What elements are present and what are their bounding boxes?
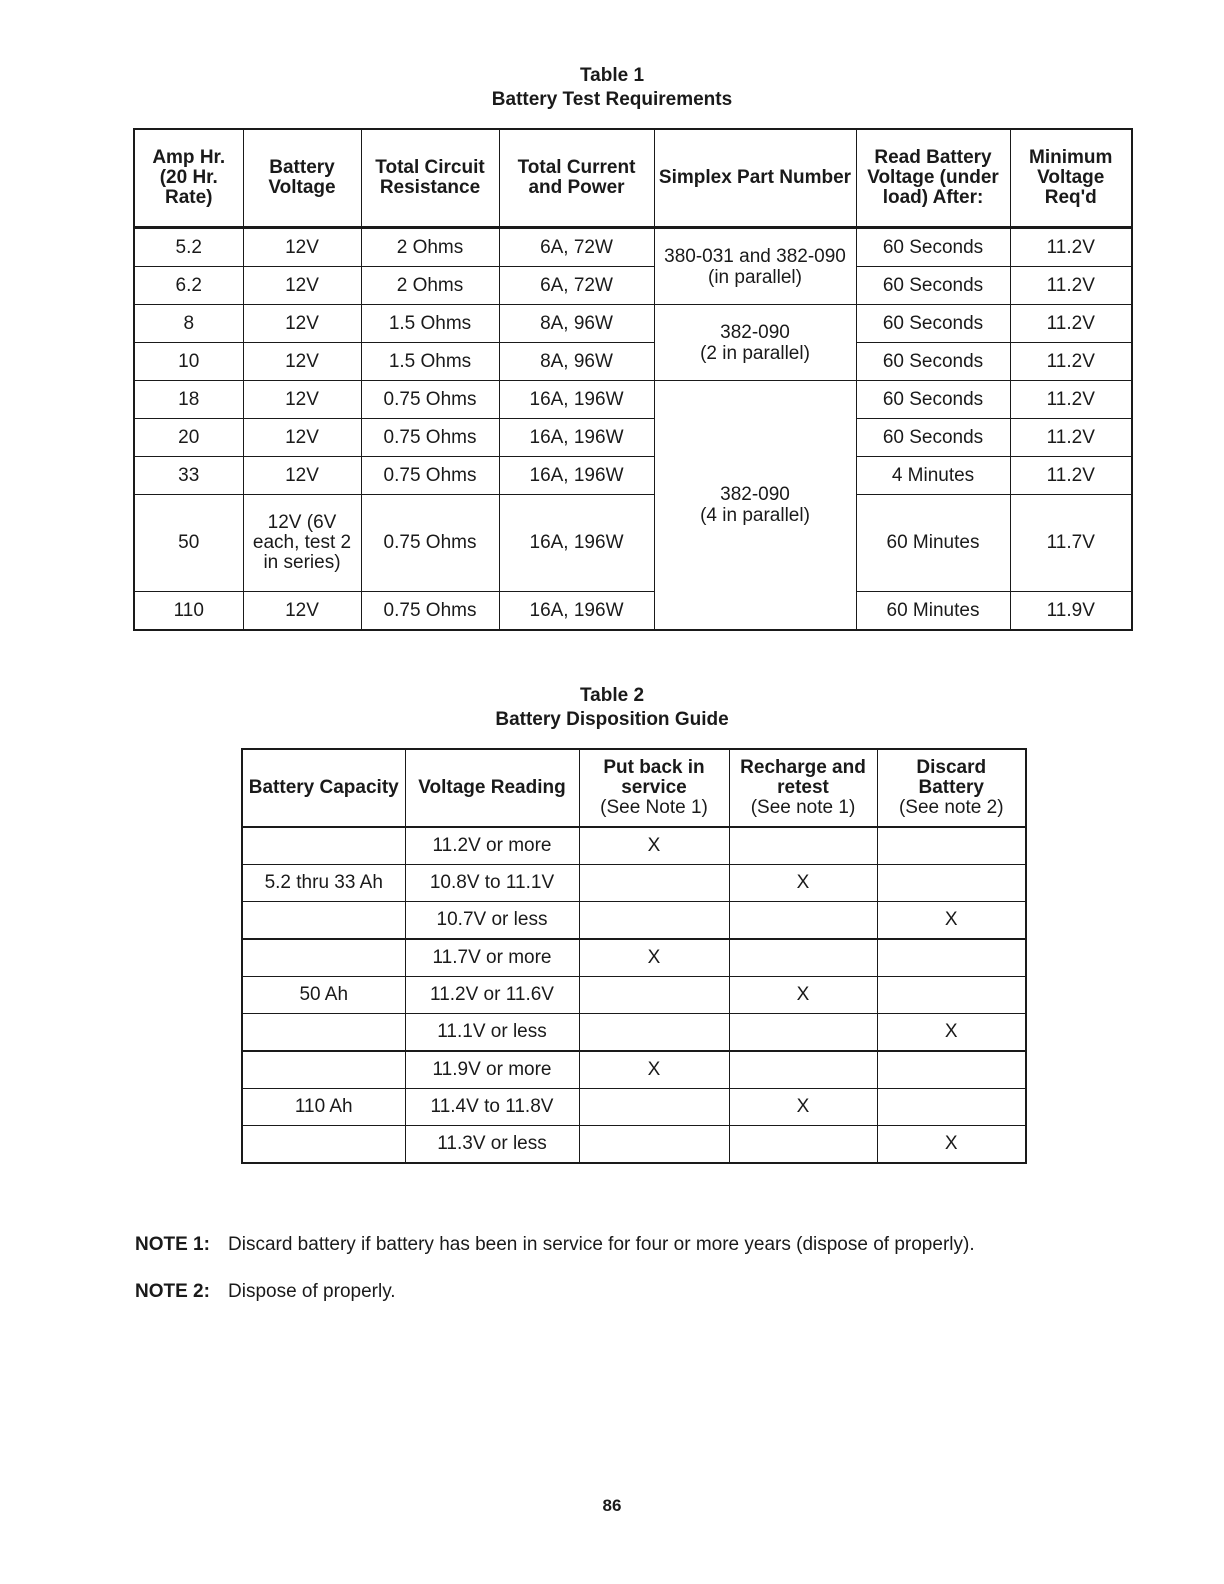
page-number: 86 (602, 1496, 622, 1515)
table-row (242, 827, 1026, 865)
cell-min-voltage: 11.2V (1010, 267, 1132, 305)
cell-capacity: 50 Ah (242, 977, 405, 1014)
header-read-voltage-after: Read Battery Voltage (under load) After: (856, 129, 1010, 228)
cell-resistance: 0.75 Ohms (361, 495, 499, 592)
cell-capacity: 110 Ah (242, 1089, 405, 1126)
cell-current-power: 16A, 196W (499, 457, 654, 495)
header-recharge-retest (729, 749, 877, 827)
cell-min-voltage: 11.9V (1010, 592, 1132, 631)
cell-current-power: 16A, 196W (499, 419, 654, 457)
header-sub: (See note 1) (750, 797, 856, 818)
table-row (242, 939, 1026, 977)
cell-part-number (654, 381, 856, 631)
cell-read-after: 60 Seconds (856, 381, 1010, 419)
cell-resistance: 1.5 Ohms (361, 343, 499, 381)
header-discard-battery (877, 749, 1026, 827)
header-simplex-part-number: Simplex Part Number (654, 129, 856, 228)
cell-capacity (242, 902, 405, 940)
cell-amp-hr: 50 (134, 495, 243, 592)
cell-battery-voltage: 12V (243, 267, 361, 305)
cell-amp-hr: 18 (134, 381, 243, 419)
cell-amp-hr: 110 (134, 592, 243, 631)
cell-capacity (242, 827, 405, 865)
cell-min-voltage: 11.7V (1010, 495, 1132, 592)
battery-disposition-table (241, 748, 1027, 1164)
table-row (134, 495, 1132, 592)
cell-put-back (579, 1014, 729, 1052)
cell-recharge (729, 1014, 877, 1052)
cell-current-power: 6A, 72W (499, 267, 654, 305)
cell-resistance: 2 Ohms (361, 267, 499, 305)
header-battery-capacity (242, 749, 405, 827)
cell-min-voltage: 11.2V (1010, 305, 1132, 343)
cell-recharge (729, 939, 877, 977)
cell-resistance: 0.75 Ohms (361, 381, 499, 419)
table-row (242, 865, 1026, 902)
cell-resistance: 2 Ohms (361, 228, 499, 267)
header-total-circuit-resistance: Total Circuit Resistance (361, 129, 499, 228)
cell-voltage-reading: 11.7V or more (405, 939, 579, 977)
cell-current-power: 16A, 196W (499, 592, 654, 631)
part-number-line2: (in parallel) (708, 266, 802, 288)
cell-amp-hr: 8 (134, 305, 243, 343)
table-row (242, 1051, 1026, 1089)
table-row (242, 1089, 1026, 1126)
cell-resistance: 1.5 Ohms (361, 305, 499, 343)
header-total-current-power: Total Current and Power (499, 129, 654, 228)
cell-recharge: X (729, 865, 877, 902)
cell-discard (877, 865, 1026, 902)
note-text: Dispose of properly. (228, 1281, 396, 1302)
part-number-line2: (2 in parallel) (700, 342, 810, 364)
cell-min-voltage: 11.2V (1010, 343, 1132, 381)
table-row (242, 1014, 1026, 1052)
cell-capacity: 5.2 thru 33 Ah (242, 865, 405, 902)
cell-voltage-reading: 10.8V to 11.1V (405, 865, 579, 902)
cell-resistance: 0.75 Ohms (361, 457, 499, 495)
table2-title: Battery Disposition Guide (495, 709, 729, 730)
cell-discard (877, 1089, 1026, 1126)
cell-voltage-reading: 11.2V or more (405, 827, 579, 865)
cell-discard: X (877, 1126, 1026, 1164)
cell-discard (877, 827, 1026, 865)
cell-discard (877, 977, 1026, 1014)
table1-title: Battery Test Requirements (491, 89, 733, 110)
cell-recharge: X (729, 1089, 877, 1126)
part-number-line1: 380-031 and 382-090 (664, 245, 846, 267)
cell-battery-voltage: 12V (243, 343, 361, 381)
cell-discard: X (877, 1014, 1026, 1052)
cell-recharge: X (729, 977, 877, 1014)
cell-put-back (579, 902, 729, 940)
cell-current-power: 6A, 72W (499, 228, 654, 267)
cell-discard (877, 1051, 1026, 1089)
table-row (134, 457, 1132, 495)
cell-capacity (242, 939, 405, 977)
cell-read-after: 60 Minutes (856, 592, 1010, 631)
cell-read-after: 60 Seconds (856, 267, 1010, 305)
cell-amp-hr: 33 (134, 457, 243, 495)
cell-voltage-reading: 11.3V or less (405, 1126, 579, 1164)
cell-battery-voltage: 12V (6V each, test 2 in series) (243, 495, 361, 592)
header-main: Put back in service (603, 757, 705, 798)
table-row (134, 228, 1132, 267)
cell-part-number (654, 305, 856, 381)
cell-read-after: 60 Seconds (856, 419, 1010, 457)
header-voltage-reading (405, 749, 579, 827)
cell-read-after: 60 Seconds (856, 343, 1010, 381)
header-amp-hr: Amp Hr. (20 Hr. Rate) (134, 129, 243, 228)
cell-min-voltage: 11.2V (1010, 228, 1132, 267)
header-main: Recharge and retest (740, 757, 866, 798)
cell-discard (877, 939, 1026, 977)
cell-amp-hr: 10 (134, 343, 243, 381)
cell-battery-voltage: 12V (243, 457, 361, 495)
note-1 (135, 1234, 975, 1256)
cell-part-number (654, 228, 856, 305)
header-main: Discard Battery (916, 757, 987, 798)
cell-recharge (729, 1051, 877, 1089)
cell-battery-voltage: 12V (243, 305, 361, 343)
note-2 (135, 1281, 396, 1303)
table-row (134, 267, 1132, 305)
cell-voltage-reading: 11.1V or less (405, 1014, 579, 1052)
cell-voltage-reading: 11.9V or more (405, 1051, 579, 1089)
table1-header-row (134, 129, 1132, 228)
battery-test-requirements-table (133, 128, 1133, 631)
part-number-line2: (4 in parallel) (700, 505, 810, 526)
part-number-line1: 382-090 (720, 484, 790, 505)
cell-amp-hr: 6.2 (134, 267, 243, 305)
cell-read-after: 4 Minutes (856, 457, 1010, 495)
table-row (242, 902, 1026, 940)
table-row (134, 592, 1132, 631)
cell-voltage-reading: 11.2V or 11.6V (405, 977, 579, 1014)
part-number-line1: 382-090 (720, 321, 790, 343)
header-battery-voltage: Battery Voltage (243, 129, 361, 228)
cell-battery-voltage: 12V (243, 419, 361, 457)
header-sub: (See note 2) (898, 797, 1004, 818)
cell-read-after: 60 Seconds (856, 228, 1010, 267)
cell-current-power: 8A, 96W (499, 343, 654, 381)
cell-recharge (729, 1126, 877, 1164)
cell-min-voltage: 11.2V (1010, 457, 1132, 495)
header-main: Voltage Reading (418, 777, 566, 798)
header-minimum-voltage: Minimum Voltage Req'd (1010, 129, 1132, 228)
cell-recharge (729, 827, 877, 865)
table-row (134, 419, 1132, 457)
header-put-back-in-service (579, 749, 729, 827)
cell-voltage-reading: 11.4V to 11.8V (405, 1089, 579, 1126)
cell-resistance: 0.75 Ohms (361, 592, 499, 631)
cell-resistance: 0.75 Ohms (361, 419, 499, 457)
header-sub: (See Note 1) (600, 797, 708, 818)
table-row (134, 381, 1132, 419)
cell-current-power: 16A, 196W (499, 381, 654, 419)
table-row (242, 977, 1026, 1014)
header-main: Battery Capacity (248, 777, 399, 798)
cell-recharge (729, 902, 877, 940)
table-row (134, 305, 1132, 343)
cell-put-back (579, 977, 729, 1014)
cell-put-back: X (579, 1051, 729, 1089)
cell-put-back: X (579, 827, 729, 865)
cell-current-power: 16A, 196W (499, 495, 654, 592)
cell-read-after: 60 Minutes (856, 495, 1010, 592)
cell-voltage-reading: 10.7V or less (405, 902, 579, 940)
cell-amp-hr: 20 (134, 419, 243, 457)
cell-battery-voltage: 12V (243, 592, 361, 631)
cell-min-voltage: 11.2V (1010, 381, 1132, 419)
table2-header-row (242, 749, 1026, 827)
note-label: NOTE 1: (135, 1234, 210, 1255)
note-text: Discard battery if battery has been in service for four or more years (dispose of properly). (228, 1234, 975, 1255)
cell-amp-hr: 5.2 (134, 228, 243, 267)
table2-caption: Table 2 (579, 685, 645, 706)
cell-min-voltage: 11.2V (1010, 419, 1132, 457)
table1-caption: Table 1 (579, 65, 645, 86)
cell-battery-voltage: 12V (243, 228, 361, 267)
cell-discard: X (877, 902, 1026, 940)
cell-capacity (242, 1051, 405, 1089)
cell-put-back (579, 1126, 729, 1164)
cell-put-back (579, 1089, 729, 1126)
cell-put-back: X (579, 939, 729, 977)
cell-read-after: 60 Seconds (856, 305, 1010, 343)
cell-capacity (242, 1126, 405, 1164)
cell-current-power: 8A, 96W (499, 305, 654, 343)
table-row (242, 1126, 1026, 1164)
cell-capacity (242, 1014, 405, 1052)
table-row (134, 343, 1132, 381)
note-label: NOTE 2: (135, 1281, 210, 1302)
cell-battery-voltage: 12V (243, 381, 361, 419)
cell-put-back (579, 865, 729, 902)
